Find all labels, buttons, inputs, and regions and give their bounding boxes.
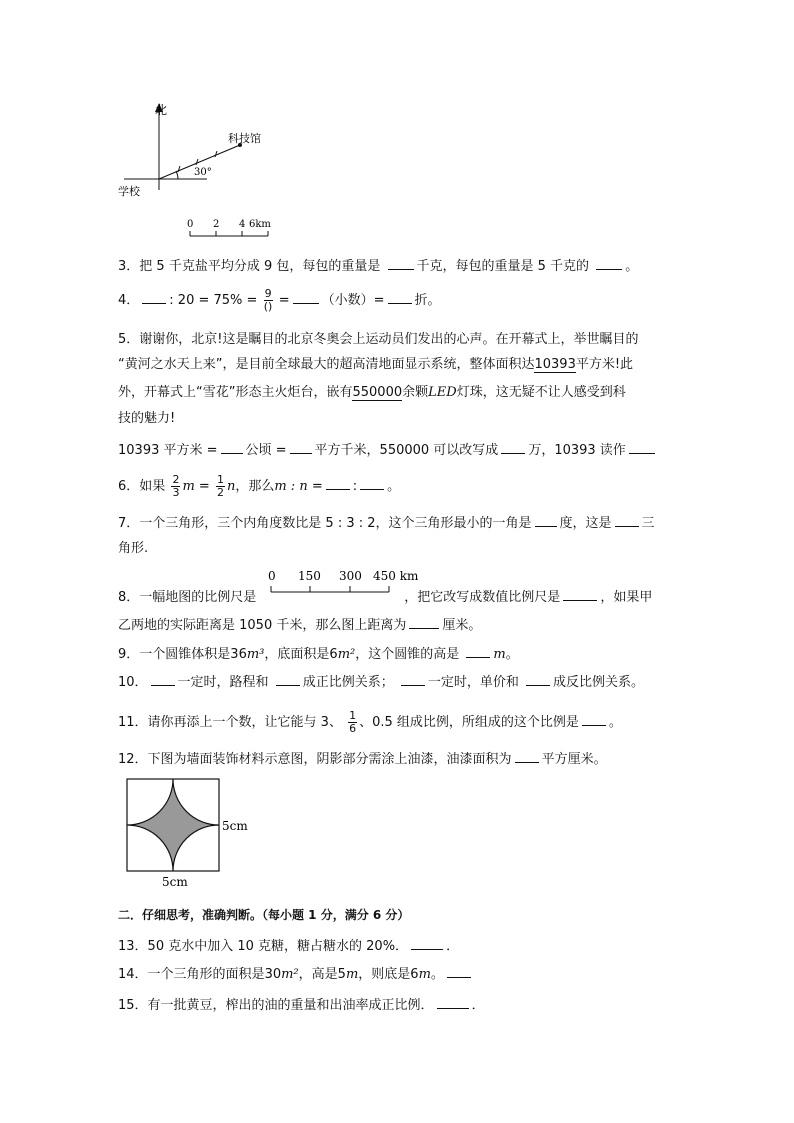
answer-blank[interactable] bbox=[615, 512, 639, 527]
angle-arc bbox=[176, 171, 178, 179]
answer-blank[interactable] bbox=[293, 289, 319, 304]
angle-label: 30° bbox=[194, 167, 212, 178]
question-3: 3．把 5 千克盐平均分成 9 包，每包的重量是 千克，每包的重量是 5 千克的 。 bbox=[118, 255, 638, 276]
answer-blank[interactable] bbox=[409, 614, 439, 629]
scale-label: 150 bbox=[298, 569, 321, 583]
question-8-line-2: 乙两地的实际距离是 1050 千米，那么图上距离为 厘米。 bbox=[118, 614, 481, 635]
fraction: $\frac{9}{()}$ bbox=[263, 287, 273, 313]
scale-tick-label: 6km bbox=[249, 219, 271, 230]
question-5-line-2: “黄河之水天上来”，是目前全球最大的超高清地面显示系统，整体面积达10393平方米!此 bbox=[118, 357, 634, 372]
question-12: 12．下图为墙面装饰材料示意图，阴影部分需涂上油漆，油漆面积为 平方厘米。 bbox=[118, 748, 607, 769]
question-13: 13．50 克水中加入 10 克糖，糖占糖水的 20%． ． bbox=[118, 935, 459, 956]
question-5-line-3: 外，开幕式上“雪花”形态主火炬台，嵌有550000余颗LED灯珠，这无疑不让人感受到科 bbox=[118, 385, 626, 400]
scale-label: 0 bbox=[268, 569, 276, 583]
question-5-line-1: 5．谢谢你，北京!这是瞩目的北京冬奥会上运动员们发出的心声。在开幕式上，举世瞩目的 bbox=[118, 332, 639, 347]
answer-blank[interactable] bbox=[142, 289, 166, 304]
answer-blank[interactable] bbox=[447, 963, 471, 978]
question-10: 10． 一定时，路程和 成正比例关系； 一定时，单价和 成反比例关系。 bbox=[118, 671, 644, 692]
scale-tick-label: 0 bbox=[187, 219, 194, 230]
answer-blank[interactable] bbox=[151, 671, 175, 686]
side-label: 5cm bbox=[222, 819, 248, 833]
question-8-line-1: 8．一幅地图的比例尺是 ，把它改写成数值比例尺是 ，如果甲 bbox=[118, 586, 652, 607]
question-4: 4． : 20 = 75% = $\frac{9}{()}$ = （小数）= 折。 bbox=[118, 287, 441, 313]
answer-blank[interactable] bbox=[526, 671, 550, 686]
question-9: 9．一个圆锥体积是36m³，底面积是6m²，这个圆锥的高是 m。 bbox=[118, 643, 519, 664]
question-6: 6．如果 $\frac{2}{3}$ m = $\frac{1}{2}$ n，那么m : n = : 。 bbox=[118, 473, 401, 499]
answer-blank[interactable] bbox=[437, 994, 469, 1009]
fraction: $\frac{1}{2}$ bbox=[216, 473, 224, 499]
answer-blank[interactable] bbox=[326, 475, 350, 490]
museum-label: 科技馆 bbox=[228, 132, 261, 145]
scale-tick-label: 4 bbox=[239, 219, 246, 230]
direction-diagram bbox=[112, 98, 292, 243]
question-14: 14．一个三角形的面积是30m²，高是5m，则底是6m。 bbox=[118, 963, 474, 984]
section-2-title: 二．仔细思考，准确判断。（每小题 1 分，满分 6 分） bbox=[118, 908, 410, 922]
answer-blank[interactable] bbox=[401, 671, 425, 686]
answer-blank[interactable] bbox=[466, 643, 490, 658]
answer-blank[interactable] bbox=[388, 255, 414, 270]
answer-blank[interactable] bbox=[563, 586, 597, 601]
answer-blank[interactable] bbox=[411, 935, 443, 950]
answer-blank[interactable] bbox=[388, 289, 412, 304]
scale-label: 300 bbox=[339, 569, 362, 583]
fraction: $\frac{1}{6}$ bbox=[349, 709, 357, 735]
answer-blank[interactable] bbox=[290, 439, 312, 454]
decoration-figure bbox=[118, 774, 268, 892]
question-5-line-5: 10393 平方米 = 公顷 = 平方千米，550000 可以改写成 万，10393 读作 bbox=[118, 439, 658, 460]
answer-blank[interactable] bbox=[515, 748, 539, 763]
fraction: $\frac{2}{3}$ bbox=[172, 473, 180, 499]
answer-blank[interactable] bbox=[535, 512, 557, 527]
answer-blank[interactable] bbox=[629, 439, 655, 454]
question-7-line-1: 7．一个三角形，三个内角度数比是 5 : 3 : 2，这个三角形最小的一角是 度，这是 三 bbox=[118, 512, 655, 533]
scale-label: 450 km bbox=[373, 569, 419, 583]
question-7-line-2: 角形. bbox=[118, 541, 149, 556]
answer-blank[interactable] bbox=[276, 671, 300, 686]
answer-blank[interactable] bbox=[501, 439, 525, 454]
answer-blank[interactable] bbox=[360, 475, 384, 490]
bottom-label: 5cm bbox=[162, 875, 188, 889]
question-11: 11．请你再添上一个数，让它能与 3、 $\frac{1}{6}$ 、0.5 组成比例，所组成的这个比例是 。 bbox=[118, 709, 622, 735]
north-label: 北 bbox=[155, 103, 168, 117]
school-label: 学校 bbox=[118, 185, 140, 198]
answer-blank[interactable] bbox=[582, 711, 606, 726]
answer-blank[interactable] bbox=[596, 255, 622, 270]
answer-blank[interactable] bbox=[221, 439, 243, 454]
scale-tick-label: 2 bbox=[213, 219, 220, 230]
question-15: 15．有一批黄豆，榨出的油的重量和出油率成正比例． ． bbox=[118, 994, 485, 1015]
question-5-line-4: 技的魅力! bbox=[118, 411, 176, 426]
